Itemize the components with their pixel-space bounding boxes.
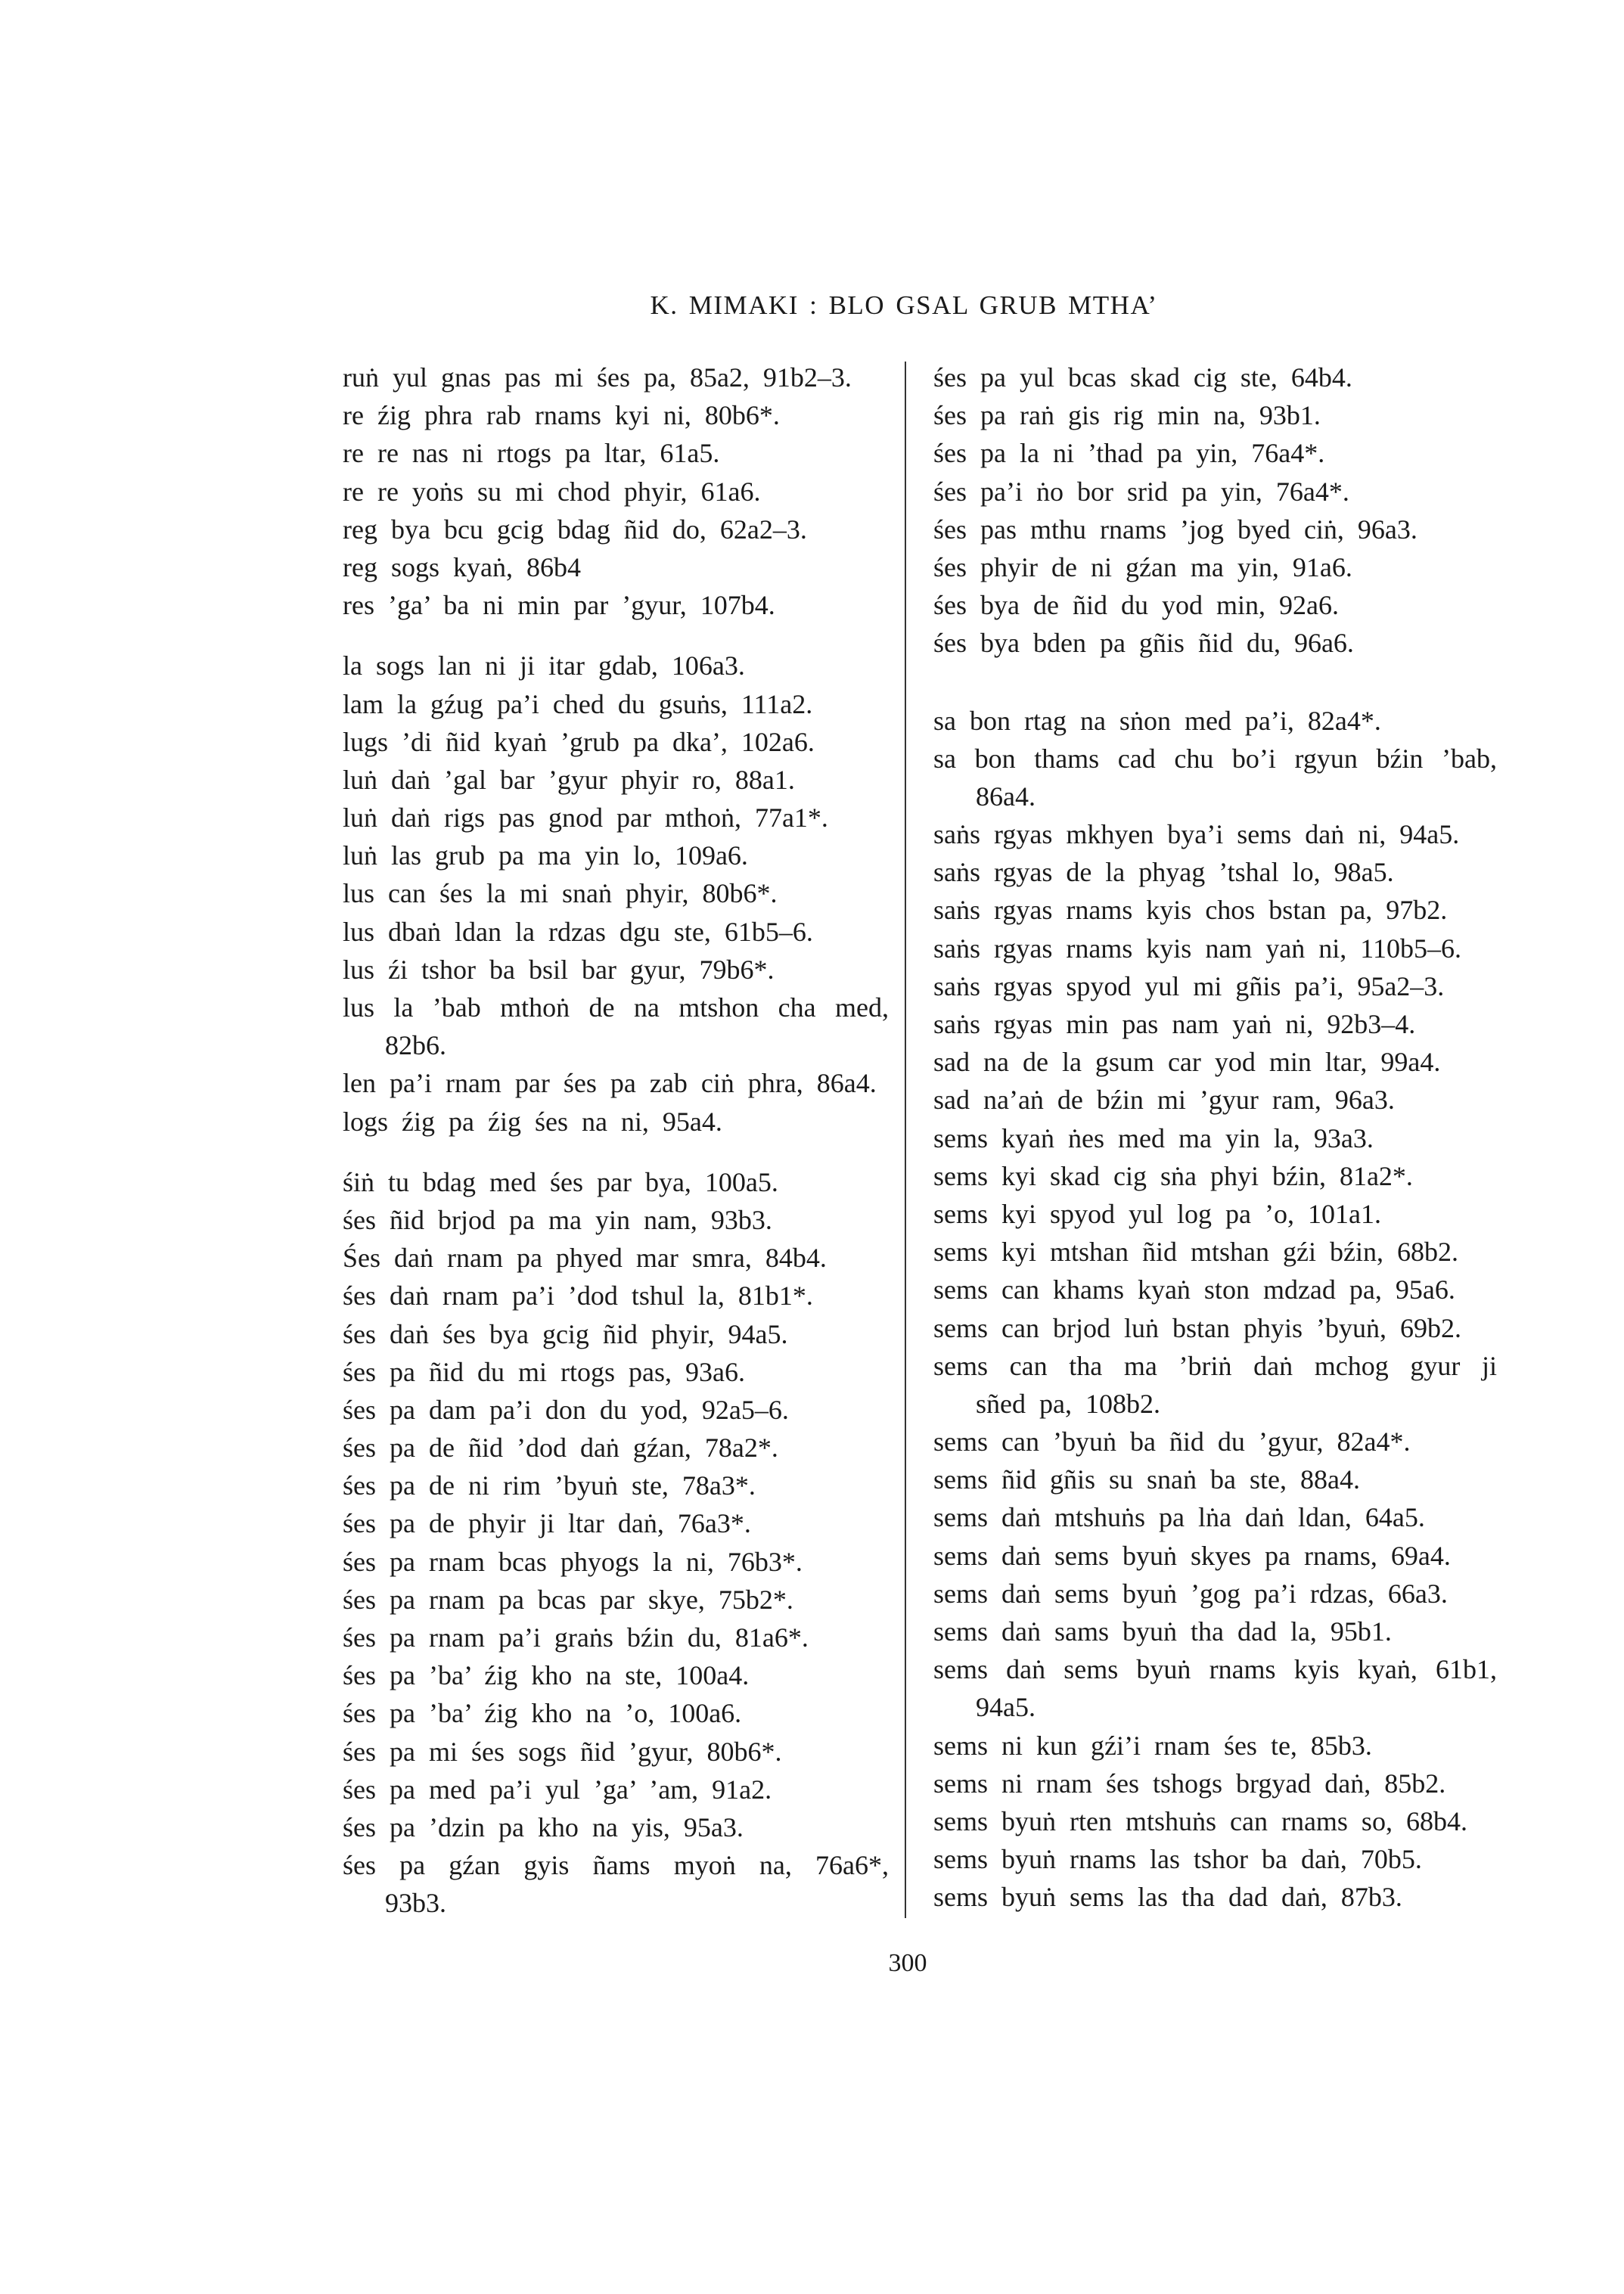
index-group xyxy=(343,359,889,624)
index-entry-text: sems kyi spyod yul log pa ’o, 101a1. xyxy=(933,1198,1381,1229)
index-entry xyxy=(343,1504,889,1542)
index-entry xyxy=(343,511,889,548)
index-entry-text: śes bya bden pa gñis ñid du, 96a6. xyxy=(933,628,1354,659)
index-entry xyxy=(933,1347,1497,1423)
index-entry xyxy=(343,1163,889,1201)
index-entry-text: śes daṅ śes bya gcig ñid phyir, 94a5. xyxy=(343,1318,788,1349)
index-entry xyxy=(343,1277,889,1315)
index-entry xyxy=(933,434,1497,472)
index-entry xyxy=(933,1233,1497,1271)
index-entry xyxy=(933,1840,1497,1878)
index-entry xyxy=(933,1005,1497,1043)
index-entry-text: saṅs rgyas rnams kyis chos bstan pa, 97b2. xyxy=(933,895,1448,926)
index-entry xyxy=(933,511,1497,548)
index-entry xyxy=(343,1429,889,1467)
index-entry xyxy=(933,740,1497,815)
index-entry-text: reg sogs kyaṅ, 86b4 xyxy=(343,551,581,582)
index-entry-text: saṅs rgyas mkhyen bya’i sems daṅ ni, 94a5. xyxy=(933,819,1460,850)
index-entry-text: śes pa dam pa’i don du yod, 92a5–6. xyxy=(343,1394,789,1425)
index-entry xyxy=(343,1694,889,1732)
index-entry xyxy=(933,1423,1497,1461)
index-entry-text: saṅs rgyas min pas nam yaṅ ni, 92b3–4. xyxy=(933,1009,1416,1039)
index-entry xyxy=(343,548,889,586)
index-entry-text: lus la ’bab mthoṅ de na mtshon cha med, xyxy=(343,992,889,1023)
index-entry xyxy=(933,396,1497,434)
index-entry-text: lus can śes la mi snaṅ phyir, 80b6*. xyxy=(343,878,778,909)
index-entry xyxy=(933,1765,1497,1802)
index-entry xyxy=(343,1467,889,1504)
index-entry-text: sad na’aṅ de bźin mi ’gyur ram, 96a3. xyxy=(933,1085,1395,1116)
index-entry-text: śes pa rnam bcas phyogs la ni, 76b3*. xyxy=(343,1546,803,1577)
index-entry-text: śes pa ’ba’ źig kho na ’o, 100a6. xyxy=(343,1698,742,1729)
index-entry-text: lus źi tshor ba bsil bar gyur, 79b6*. xyxy=(343,954,775,985)
index-entry-text: śiṅ tu bdag med śes par bya, 100a5. xyxy=(343,1166,778,1197)
index-entry-text: śes pa gźan gyis ñams myoṅ na, 76a6*, xyxy=(343,1850,889,1881)
index-entry-text: reg bya bcu gcig bdag ñid do, 62a2–3. xyxy=(343,514,807,545)
index-entry-text: śes pa ’dzin pa kho na yis, 95a3. xyxy=(343,1811,744,1842)
index-entry xyxy=(933,1081,1497,1119)
index-entry-text: śes daṅ rnam pa’i ’dod tshul la, 81b1*. xyxy=(343,1280,813,1312)
index-entry-text: sems daṅ mtshuṅs pa lṅa daṅ ldan, 64a5. xyxy=(933,1502,1425,1533)
index-entry xyxy=(343,1353,889,1391)
index-entry xyxy=(343,1064,889,1102)
index-entry xyxy=(343,685,889,723)
index-entry xyxy=(343,1315,889,1353)
index-entry xyxy=(343,799,889,837)
index-entry xyxy=(933,1575,1497,1613)
index-entry xyxy=(933,815,1497,853)
index-entry xyxy=(933,1157,1497,1195)
index-entry-text: śes bya de ñid du yod min, 92a6. xyxy=(933,590,1339,621)
index-entry-text: re re nas ni rtogs pa ltar, 61a5. xyxy=(343,438,720,469)
index-entry xyxy=(343,1656,889,1694)
index-entry xyxy=(343,951,889,989)
index-entry xyxy=(933,1271,1497,1308)
index-entry xyxy=(343,1391,889,1429)
index-entry-text: sems daṅ sams byuṅ tha dad la, 95b1. xyxy=(933,1616,1392,1647)
index-entry-text: sems can ’byuṅ ba ñid du ’gyur, 82a4*. xyxy=(933,1426,1411,1457)
index-group xyxy=(343,647,889,1140)
index-entry-text: saṅs rgyas rnams kyis nam yaṅ ni, 110b5–6. xyxy=(933,933,1461,964)
index-entry-text: śes pa med pa’i yul ’ga’ ’am, 91a2. xyxy=(343,1774,772,1805)
index-entry xyxy=(933,1613,1497,1650)
index-entry-text: logs źig pa źig śes na ni, 95a4. xyxy=(343,1106,722,1137)
index-entry-text: śes pa ’ba’ źig kho na ste, 100a4. xyxy=(343,1660,750,1691)
index-group xyxy=(343,1163,889,1923)
index-entry-text: sems can tha ma ’briṅ daṅ mchog gyur ji xyxy=(933,1350,1497,1381)
index-entry-text: re źig phra rab rnams kyi ni, 80b6*. xyxy=(343,400,780,431)
index-entry xyxy=(933,930,1497,967)
index-entry-text: sems daṅ sems byuṅ rnams kyis kyaṅ, 61b1, xyxy=(933,1654,1497,1685)
index-entry xyxy=(343,1619,889,1656)
index-entry-continuation: 93b3. xyxy=(385,1888,446,1919)
index-entry-text: sa bon rtag na sṅon med pa’i, 82a4*. xyxy=(933,705,1381,736)
index-entry-text: luṅ las grub pa ma yin lo, 109a6. xyxy=(343,840,748,871)
index-entry xyxy=(343,1239,889,1277)
index-entry-text: śes pa raṅ gis rig min na, 93b1. xyxy=(933,400,1321,431)
index-entry-text: luṅ daṅ ’gal bar ’gyur phyir ro, 88a1. xyxy=(343,764,795,795)
index-entry xyxy=(933,967,1497,1005)
index-entry xyxy=(933,1043,1497,1081)
index-entry xyxy=(933,1309,1497,1347)
column-divider xyxy=(905,362,906,1918)
index-entry-text: ruṅ yul gnas pas mi śes pa, 85a2, 91b2–3. xyxy=(343,362,852,393)
index-entry-text: śes pa rnam pa bcas par skye, 75b2*. xyxy=(343,1584,793,1615)
index-entry xyxy=(343,1808,889,1846)
index-entry-continuation: 82b6. xyxy=(385,1030,446,1061)
index-entry-text: śes pa mi śes sogs ñid ’gyur, 80b6*. xyxy=(343,1736,782,1767)
index-entry-text: sems kyi skad cig sṅa phyi bźin, 81a2*. xyxy=(933,1160,1413,1191)
index-entry xyxy=(343,1543,889,1581)
index-entry-text: sems ni rnam śes tshogs brgyad daṅ, 85b2. xyxy=(933,1768,1446,1799)
index-entry xyxy=(933,891,1497,929)
index-group xyxy=(933,702,1497,1917)
index-entry xyxy=(343,989,889,1064)
index-entry xyxy=(933,702,1497,740)
index-entry xyxy=(933,1461,1497,1498)
index-entry xyxy=(343,586,889,624)
index-entry xyxy=(343,359,889,396)
index-entry xyxy=(343,1103,889,1141)
index-entry-text: śes pa de phyir ji ltar daṅ, 76a3*. xyxy=(343,1508,751,1539)
index-entry-text: luṅ daṅ rigs pas gnod par mthoṅ, 77a1*. xyxy=(343,802,828,833)
page-number: 300 xyxy=(888,1949,927,1977)
index-entry-text: sems byuṅ sems las tha dad daṅ, 87b3. xyxy=(933,1882,1402,1913)
index-entry xyxy=(933,1650,1497,1726)
index-group xyxy=(933,359,1497,663)
index-entry-text: re re yoṅs su mi chod phyir, 61a6. xyxy=(343,476,761,507)
index-entry-text: lus dbaṅ ldan la rdzas dgu ste, 61b5–6. xyxy=(343,916,813,947)
index-entry-text: sad na de la gsum car yod min ltar, 99a4. xyxy=(933,1047,1441,1078)
index-column-right xyxy=(933,359,1497,1917)
index-entry-text: len pa’i rnam par śes pa zab ciṅ phra, 86a4. xyxy=(343,1068,877,1099)
index-entry xyxy=(343,1733,889,1771)
index-entry-text: sems byuṅ rten mtshuṅs can rnams so, 68b4. xyxy=(933,1805,1467,1836)
index-entry xyxy=(933,548,1497,586)
index-entry-continuation: 94a5. xyxy=(976,1692,1036,1723)
index-entry-text: res ’ga’ ba ni min par ’gyur, 107b4. xyxy=(343,590,775,621)
index-entry xyxy=(343,434,889,472)
index-entry-text: śes pa de ñid ’dod daṅ gźan, 78a2*. xyxy=(343,1433,778,1464)
index-entry-text: śes pa de ni rim ’byuṅ ste, 78a3*. xyxy=(343,1470,756,1501)
index-entry xyxy=(933,1498,1497,1536)
index-entry-text: sems ni kun gźi’i rnam śes te, 85b3. xyxy=(933,1730,1372,1761)
index-entry-text: śes pa’i ṅo bor srid pa yin, 76a4*. xyxy=(933,476,1349,507)
index-entry-text: Śes daṅ rnam pa phyed mar smra, 84b4. xyxy=(343,1243,827,1274)
index-entry-text: śes ñid brjod pa ma yin nam, 93b3. xyxy=(343,1204,772,1235)
index-entry xyxy=(343,473,889,511)
index-entry-text: lam la gźug pa’i ched du gsuṅs, 111a2. xyxy=(343,688,813,719)
index-entry-continuation: sñed pa, 108b2. xyxy=(976,1388,1160,1419)
index-entry-text: sems ñid gñis su snaṅ ba ste, 88a4. xyxy=(933,1464,1360,1495)
index-entry xyxy=(343,1581,889,1619)
index-entry xyxy=(933,586,1497,624)
index-entry-text: śes pas mthu rnams ’jog byed ciṅ, 96a3. xyxy=(933,514,1418,545)
index-entry-text: lugs ’di ñid kyaṅ ’grub pa dka’, 102a6. xyxy=(343,726,815,757)
index-entry-text: sems can brjod luṅ bstan phyis ’byuṅ, 69b2. xyxy=(933,1312,1461,1343)
index-entry xyxy=(933,853,1497,891)
index-entry xyxy=(343,723,889,761)
index-entry xyxy=(933,1195,1497,1233)
index-entry xyxy=(933,1878,1497,1916)
index-entry-text: la sogs lan ni ji itar gdab, 106a3. xyxy=(343,650,745,681)
index-entry xyxy=(933,1727,1497,1765)
index-entry xyxy=(933,359,1497,396)
index-entry xyxy=(933,1537,1497,1575)
index-entry xyxy=(343,1771,889,1808)
index-entry-text: śes pa la ni ’thad pa yin, 76a4*. xyxy=(933,438,1325,469)
index-entry-text: sems byuṅ rnams las tshor ba daṅ, 70b5. xyxy=(933,1844,1422,1875)
index-entry xyxy=(343,913,889,951)
index-entry xyxy=(343,874,889,912)
index-entry xyxy=(343,761,889,799)
index-entry-text: śes pa yul bcas skad cig ste, 64b4. xyxy=(933,362,1352,393)
index-entry xyxy=(933,624,1497,662)
index-entry-text: sems daṅ sems byuṅ ’gog pa’i rdzas, 66a3. xyxy=(933,1578,1448,1609)
index-entry-text: sems daṅ sems byuṅ skyes pa rnams, 69a4. xyxy=(933,1540,1451,1571)
index-entry-text: sems kyi mtshan ñid mtshan gźi bźin, 68b2. xyxy=(933,1237,1458,1268)
index-entry-text: śes phyir de ni gźan ma yin, 91a6. xyxy=(933,551,1352,582)
index-entry xyxy=(343,837,889,874)
index-entry xyxy=(933,1802,1497,1840)
index-column-left xyxy=(343,359,889,1923)
index-entry xyxy=(933,1119,1497,1157)
index-entry xyxy=(343,396,889,434)
running-head: K. MIMAKI : BLO GSAL GRUB MTHA’ xyxy=(650,290,1158,320)
index-entry xyxy=(343,647,889,684)
index-entry-text: sems kyaṅ ṅes med ma yin la, 93a3. xyxy=(933,1122,1374,1153)
index-entry-text: saṅs rgyas de la phyag ’tshal lo, 98a5. xyxy=(933,857,1394,888)
index-entry-continuation: 86a4. xyxy=(976,781,1036,812)
index-entry xyxy=(343,1201,889,1239)
index-entry-text: śes pa rnam pa’i graṅs bźin du, 81a6*. xyxy=(343,1622,809,1653)
index-entry xyxy=(933,473,1497,511)
index-entry-text: sa bon thams cad chu bo’i rgyun bźin ’bab, xyxy=(933,743,1497,774)
index-entry-text: sems can khams kyaṅ ston mdzad pa, 95a6. xyxy=(933,1274,1455,1305)
index-entry xyxy=(343,1846,889,1922)
index-entry-text: saṅs rgyas spyod yul mi gñis pa’i, 95a2–3. xyxy=(933,970,1445,1001)
index-entry-text: śes pa ñid du mi rtogs pas, 93a6. xyxy=(343,1356,745,1387)
